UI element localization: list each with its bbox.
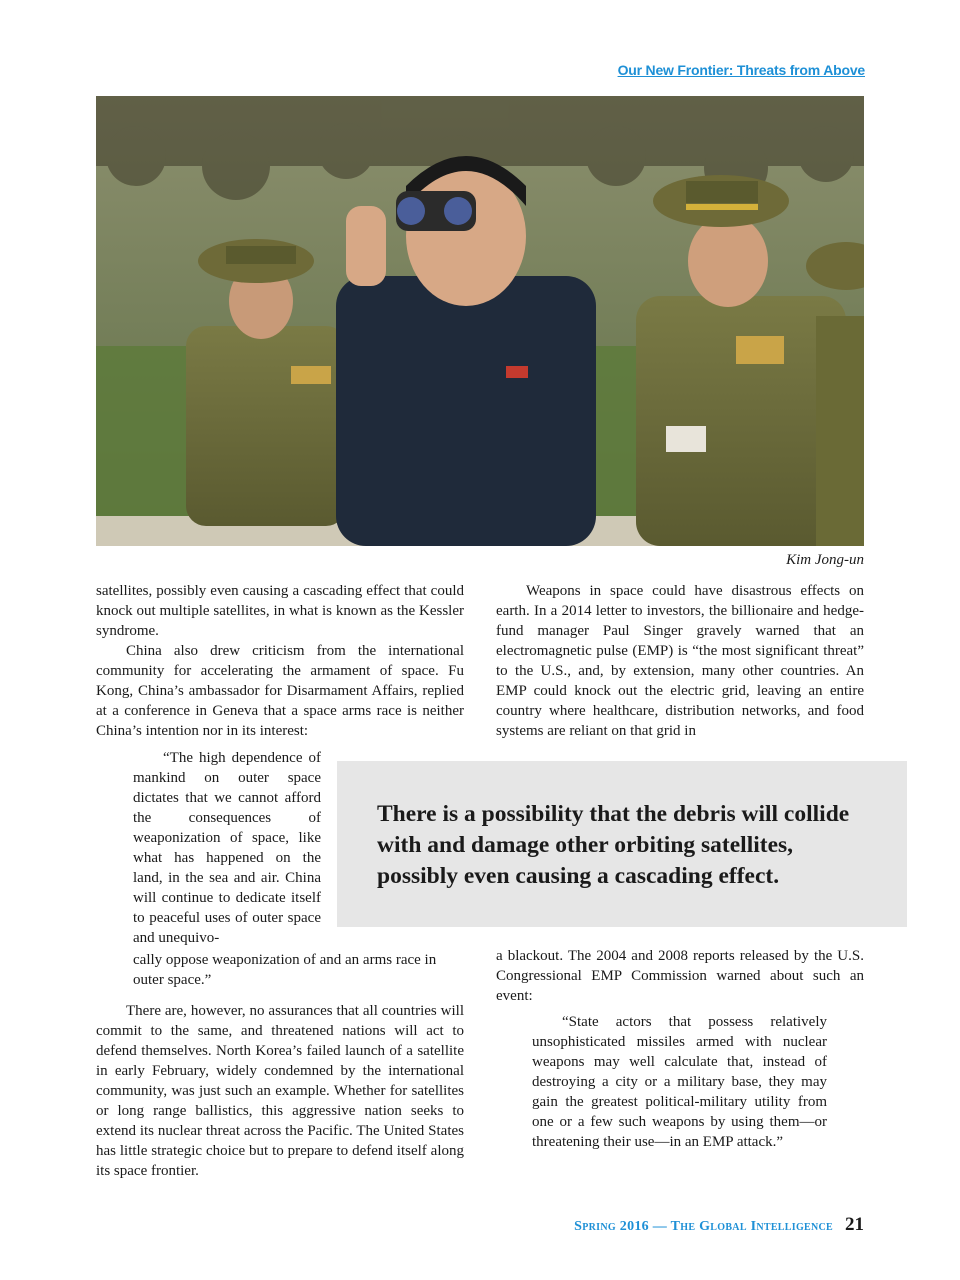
paragraph: There are, however, no assurances that all countries will commit to the same, and threatened nations will act to defend themselves. North Korea’s failed launch of a satellite in early February, widely condemned by the international community, was just such an example. Whether for satellites or long range ballistics, this aggressive nation seeks to extend its nuclear threat across the Pacific. The United States has little strategic choice but to prepare to defend itself along its space frontier. xyxy=(96,1003,464,1179)
photo-caption: Kim Jong-un xyxy=(786,552,864,568)
page-number: 21 xyxy=(845,1214,864,1235)
left-column-top xyxy=(96,581,464,741)
block-quote-china-tail: cally oppose weaponization of and an arms race in outer space.” xyxy=(133,952,437,988)
issue-label: Spring 2016 — The Global Intelligence xyxy=(574,1219,833,1234)
pull-quote-text: There is a possibility that the debris will collide with and damage other orbiting satellites, possibly even causing a cascading effect. xyxy=(377,801,850,889)
quote-text: “State actors that possess relatively unsophisticated missiles armed with nuclear weapons may well calculate that, instead of destroying a city or a military base, they may gain the greatest political-military utility from one or a few such weapons by using them—or threatening their use—in an EMP attack.” xyxy=(532,1014,827,1150)
article-photo xyxy=(96,96,864,546)
right-column-bottom xyxy=(496,946,864,1006)
paragraph: satellites, possibly even causing a cascading effect that could knock out multiple satellites, in what is known as the Kessler syndrome. xyxy=(96,583,464,639)
section-title[interactable]: Our New Frontier: Threats from Above xyxy=(617,62,865,78)
paragraph: Weapons in space could have disastrous effects on earth. In a 2014 letter to investors, the billionaire and hedge-fund manager Paul Singer gravely warned that an electromagnetic pulse (EMP) is “the most significant threat” to the U.S., and, by extension, many other countries. An EMP could knock out the electric grid, leaving an entire country where healthcare, distribution networks, and food systems are reliant on that grid in xyxy=(496,583,864,739)
page-footer xyxy=(574,1214,864,1236)
paragraph: a blackout. The 2004 and 2008 reports released by the U.S. Congressional EMP Commission warned about such an event: xyxy=(496,948,864,1004)
left-column-bottom xyxy=(96,1001,464,1181)
photo-illustration xyxy=(96,96,864,546)
quote-text: “The high dependence of mankind on outer space dictates that we cannot afford the consequences of weaponization of space, like what has happened on the land, in the sea and air. China will continue to dedicate itself to peaceful uses of outer space and unequivo- xyxy=(133,750,321,946)
paragraph: China also drew criticism from the international community for accelerating the armament of space. Fu Kong, China’s ambassador for Disarmament Affairs, replied at a conference in Geneva that a space arms race is neither China’s intention nor in its interest: xyxy=(96,643,464,739)
block-quote-emp xyxy=(532,1012,827,1152)
right-column-top xyxy=(496,581,864,741)
block-quote-china xyxy=(133,748,321,948)
pull-quote xyxy=(337,761,907,927)
